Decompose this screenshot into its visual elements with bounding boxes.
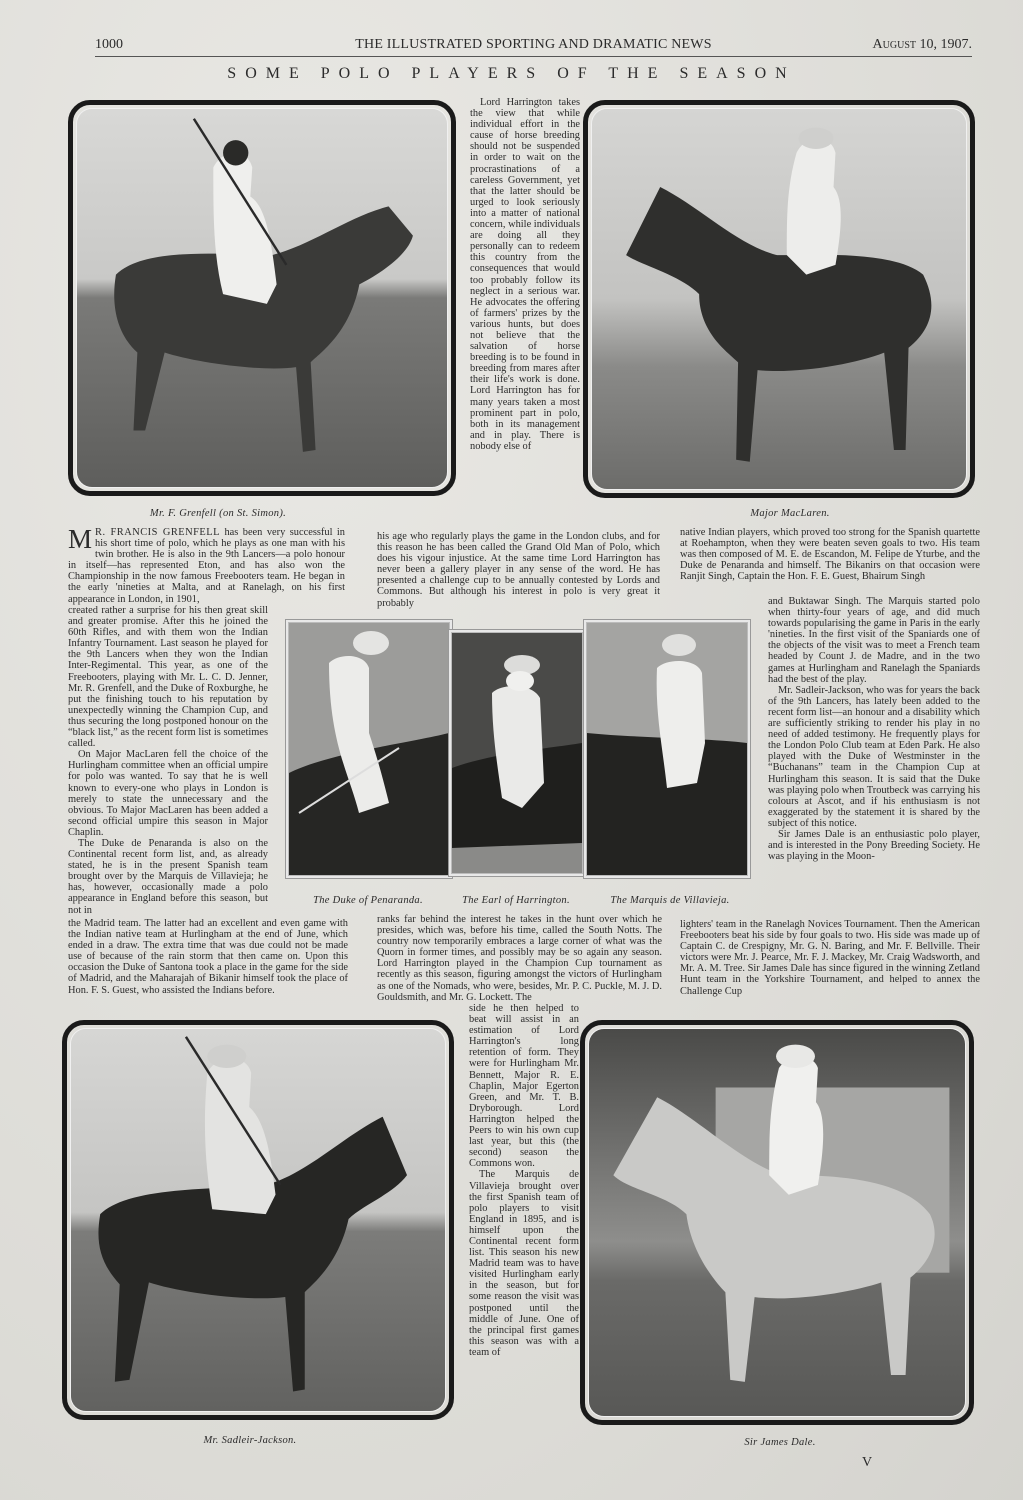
photo-james-dale [580,1020,974,1425]
paragraph: created rather a surprise for his then great skill and greater promise. After this he joined the 60th Rifles, and with them won the Indian Infantry Tournament. Last season he played for the 9th Lancers when they won the Indian Inter-Regimental. This year, as one of the Freebooters, playing with Mr. L. C. D. Jenner, Mr. R. Grenfell, and the Duke of Roxburghe, he put the finishing touch to his reputation by unexpectedly winning the Champion Cup, and thus securing the long postponed honour on the “black list,” as the recent form list is sometimes called. [68,605,268,750]
drop-cap: M [68,524,93,554]
caption-maclaren: Major MacLaren. [750,508,830,519]
photo-penaranda [288,622,450,876]
caption-harrington: The Earl of Harrington. [462,895,570,906]
caption-penaranda: The Duke of Penaranda. [313,895,423,906]
paragraph: and Buktawar Singh. The Marquis started polo when thirty-four years of age, and did much towards popularising the game in Paris in the early 'nineties. In the first visit of the Spaniards one of the objects of the visit was to meet a French team headed by Count J. de Madre, and in the two games at Hurlingham and Ranelagh the Spaniards had the best of the play. [768,596,980,685]
caption-villavieja: The Marquis de Villavieja. [610,895,730,906]
article-column-left-narrow [68,605,268,916]
photo-rider-image [452,633,582,873]
paragraph: native Indian players, which proved too strong for the Spanish quartette at Roehampton, when they were beaten seven goals to two. His team was then composed of M. E. de Escandon, M. Felipe de Yturbe, and the Duke de Penaranda and himself. The Bikanirs on that occasion were Ranjit Singh, Captain the Hon. F. E. Guest, Bhairum Singh [680,527,980,583]
photo-rider-image [587,623,747,875]
photo-sadleir-jackson [62,1020,454,1420]
photo-horse-rider-image [70,1028,446,1412]
page-header [95,34,972,57]
photo-grenfell [68,100,456,496]
caption-sadleir-jackson: Mr. Sadleir-Jackson. [203,1435,297,1446]
photo-maclaren [583,100,975,498]
masthead: THE ILLUSTRATED SPORTING AND DRAMATIC NEWS [355,37,712,52]
photo-horse-rider-image [591,108,967,490]
article-column-left-wide [68,524,345,605]
photo-harrington [451,632,583,874]
caption-grenfell: Mr. F. Grenfell (on St. Simon). [149,508,287,519]
caption-james-dale: Sir James Dale. [744,1437,816,1448]
paragraph: his age who regularly plays the game in the London clubs, and for this reason he has been called the Grand Old Man of Polo, which does his vigour injustice. At the same time Lord Harrington has never been a gallery player in any sense of the word. He has presented a challenge cup to be annually contested by Lords and Commons. But although his interest in polo is very great it probably [377,531,660,609]
article-column-left-bottom [68,918,348,996]
paragraph: lighters' team in the Ranelagh Novices Tournament. Then the American Freebooters beat his side by four goals to two. His side was made up of Captain C. de Crespigny, Mr. G. N. Baring, and Mr. F. Bellville. Their victors were Mr. J. Pearce, Mr. F. J. Mackey, Mr. Craig Wadsworth, and Mr. A. M. Tree. Sir James Dale has since figured in the winning Zetland Hunt team in the Yorkshire Tournament, and helped to annex the Challenge Cup [680,919,980,997]
photo-horse-rider-image [588,1028,966,1417]
photo-villavieja [586,622,748,876]
article-title: SOME POLO PLAYERS OF THE SEASON [227,65,796,82]
article-column-right-wide [680,527,980,582]
paragraph: Sir James Dale is an enthusiastic polo player, and is interested in the Pony Breeding Society. He was playing in the Moon- [768,828,980,863]
article-column-center-wide [377,531,660,609]
signature-mark: V [862,1455,873,1470]
photo-horse-rider-image [76,108,448,488]
paragraph: The Duke de Penaranda is also on the Continental recent form list, and, as already stated, he is in the present Spanish team brought over by the Marquis de Villavieja; he has, however, occasionally made a polo appearance in England before this season, but not in [68,837,268,916]
issue-date: August 10, 1907. [872,37,972,52]
article-column-center-top [470,97,580,452]
lead-in: R. FRANCIS GRENFELL [95,527,220,538]
photo-rider-image [289,623,449,875]
article-column-right-narrow [768,596,980,862]
article-column-center-bottom-wide [377,914,662,1003]
paragraph: has been very successful in his short time of polo, which he plays as one man with his twin brother. He is also in the 9th Lancers—a polo honour in itself—has represented Eton, and has also won the Championship in the now famous Freebooters team. He began in the early 'nineties at Malta, and at Ranelagh, on his first appearance in London, in 1901, [68,527,345,605]
page-number: 1000 [95,37,123,52]
paragraph: The Marquis de Villavieja brought over the first Spanish team of polo players to visit England in 1895, and is himself upon the Continental recent form list. This season his new Madrid team was to have visited Hurlingham early in the season, but for some reason the visit was postponed until the middle of June. One of the principal first games this season was with a team of [469,1169,579,1358]
paragraph: Lord Harrington takes the view that while individual effort in the cause of horse breeding should not be suspended in order to wait on the procrastinations of a careless Government, yet that the latter should be urged to look seriously into a matter of national concern, while individuals are doing all they personally can to redeem this country from the consequences that would too probably follow its neglect in a serious war. He advocates the offering of farmers' prizes by the various hunts, but does not believe that the salvation of horse breeding is to be found in breeding from mares after their life's work is done. Lord Harrington has for many years taken a most prominent part in polo, both in its management and in play. There is nobody else of [470,97,580,452]
paragraph: On Major MacLaren fell the choice of the Hurlingham committee when an official umpire for polo was wanted. To say that he is well known to every-one who plays in London is merely to state the unnecessary and the obvious. To Major MacLaren has been added a second official umpire this season in Major Chaplin. [68,749,268,838]
paragraph: the Madrid team. The latter had an excellent and even game with the Indian native team at Hurlingham at the end of June, which ended in a draw. The extra time that was due could not be made use of because of the rain storm that then came on. Upon this occasion the Duke of Santona took a place in the game for the side of Madrid, and the Maharajah of Bikanir himself took the place of Hon. F. S. Guest, who assisted the Indians before. [68,918,348,996]
article-column-center-bottom-narrow [469,1003,579,1358]
paragraph: side he then helped to beat will assist in an estimation of Lord Harrington's long retention of form. They were for Hurlingham Mr. Bennett, Major R. E. Chaplin, Major Egerton Green, and Mr. T. B. Dryborough. Lord Harrington helped the Peers to win his own cup last year, but this (the second) season the Commons won. [469,1003,579,1170]
article-column-right-bottom [680,919,980,997]
paragraph: Mr. Sadleir-Jackson, who was for years the back of the 9th Lancers, has lately been added to the recent form list—an honour and a disability which are sufficiently striking to render his play in no need of added testimony. He frequently plays for the London Polo Club team at Eden Park. He also played with the Duke of Westminster in the “Buchanans” team in the Champion Cup at Hurlingham this season. It is said that the Duke was playing polo when Troutbeck was carrying his colours at Ascot, and if his enthusiasm is not exaggerated by the statement it is shared by the subject of this notice. [768,684,980,829]
paragraph: ranks far behind the interest he takes in the hunt over which he presides, which was, before his time, called the South Notts. The country now temporarily embraces a large corner of what was the Quorn in former times, and possibly may be so again any season. Lord Harrington played in the Champion Cup tournament as recently as this season, figuring amongst the victors of Hurlingham as one of the Nomads, who were, besides, Mr. P. C. Puckle, M. J. D. Gouldsmith, and Mr. G. Lockett. The [377,914,662,1003]
